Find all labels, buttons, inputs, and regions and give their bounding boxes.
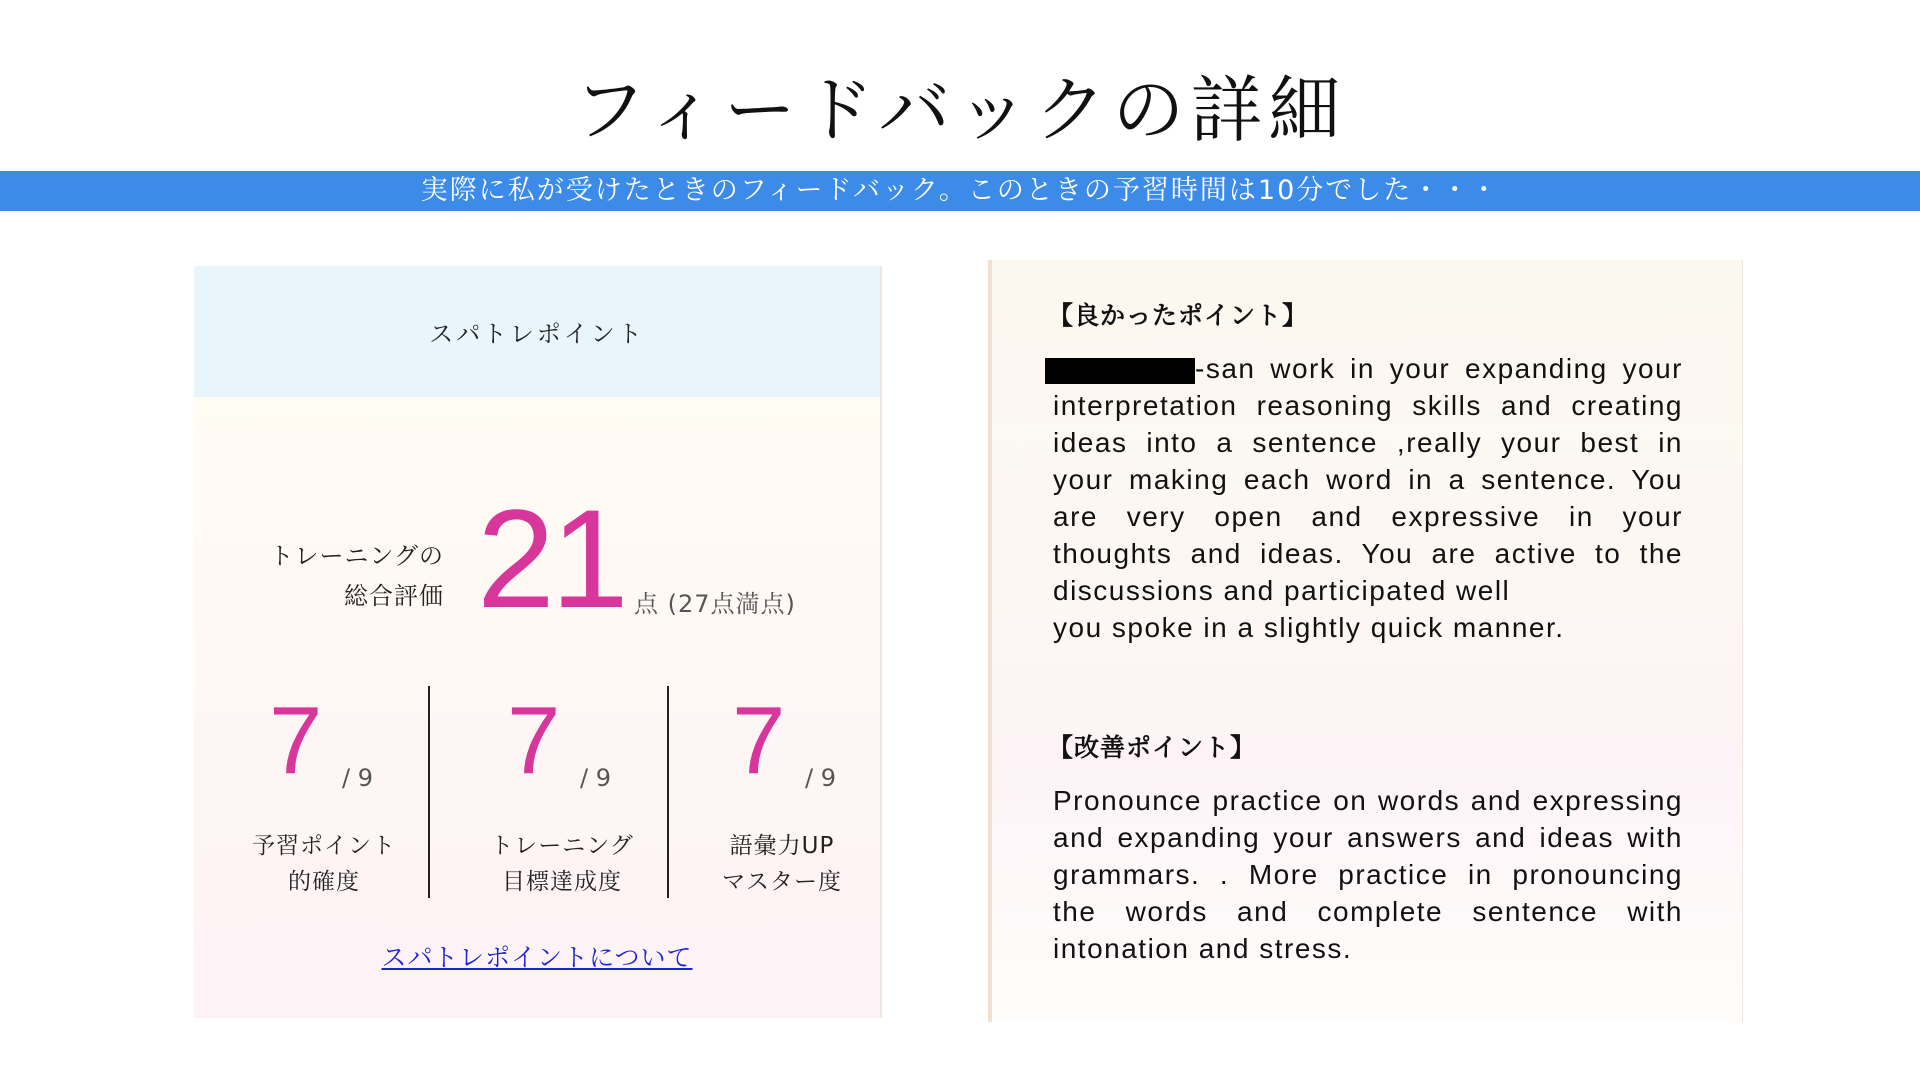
improvement-heading: 【改善ポイント】 <box>1048 733 1257 762</box>
score-card-header: スパトレポイント <box>194 266 880 397</box>
sub-score-value: 7 <box>269 687 323 794</box>
redacted-name <box>1045 358 1195 384</box>
good-points-heading: 【良かったポイント】 <box>1048 301 1309 330</box>
sub-score-preparation <box>214 686 434 906</box>
divider <box>667 686 669 898</box>
sub-score-value: 7 <box>732 687 786 794</box>
divider <box>428 686 430 898</box>
improvement-text: Pronounce practice on words and expressing and expanding your answers and ideas with grammars. . More practice in pronouncing the words and complete sentence with intonation and stress. <box>1053 785 1683 964</box>
sub-score-label-line1: 語彙力UP <box>729 833 835 859</box>
sub-score-label <box>452 828 672 900</box>
total-score-suffix: 点 (27点満点) <box>634 590 796 618</box>
sub-scores <box>194 686 880 906</box>
good-points-text <box>1053 350 1683 646</box>
sub-score-label-line2: 的確度 <box>288 869 360 895</box>
about-points-link[interactable]: スパトレポイントについて <box>381 943 693 972</box>
page-title: フィードバックの詳細 <box>573 68 1347 152</box>
sub-score-label-line2: マスター度 <box>722 869 842 895</box>
sub-score-label <box>672 828 892 900</box>
sub-score-vocabulary <box>672 686 892 906</box>
feedback-card <box>988 260 1743 1022</box>
score-card <box>194 266 882 1018</box>
sub-score-label-line1: 予習ポイント <box>252 833 396 859</box>
total-score-label <box>244 536 444 616</box>
total-score-value: 21 <box>477 480 625 637</box>
total-score-label-line1: トレーニングの <box>269 542 444 570</box>
total-score-row <box>194 480 880 646</box>
caption-banner: 実際に私が受けたときのフィードバック。このときの予習時間は10分でした・・・ <box>0 171 1920 211</box>
total-score-label-line2: 総合評価 <box>344 582 444 610</box>
sub-score-label-line1: トレーニング <box>490 833 634 859</box>
good-points-last-line: you spoke in a slightly quick manner. <box>1053 612 1565 643</box>
sub-score-training <box>452 686 672 906</box>
sub-score-label <box>214 828 434 900</box>
good-points-body: -san work in your expanding your interpretation reasoning skills and creating ideas into a sentence ,really your best in your making each word in a sentence. You are very open and expressive in your thoughts and ideas. You are active to the discussions and participated well <box>1053 353 1683 606</box>
sub-score-label-line2: 目標達成度 <box>502 869 622 895</box>
sub-score-max: / 9 <box>342 764 373 792</box>
sub-score-value: 7 <box>507 687 561 794</box>
sub-score-max: / 9 <box>580 764 611 792</box>
sub-score-max: / 9 <box>805 764 836 792</box>
